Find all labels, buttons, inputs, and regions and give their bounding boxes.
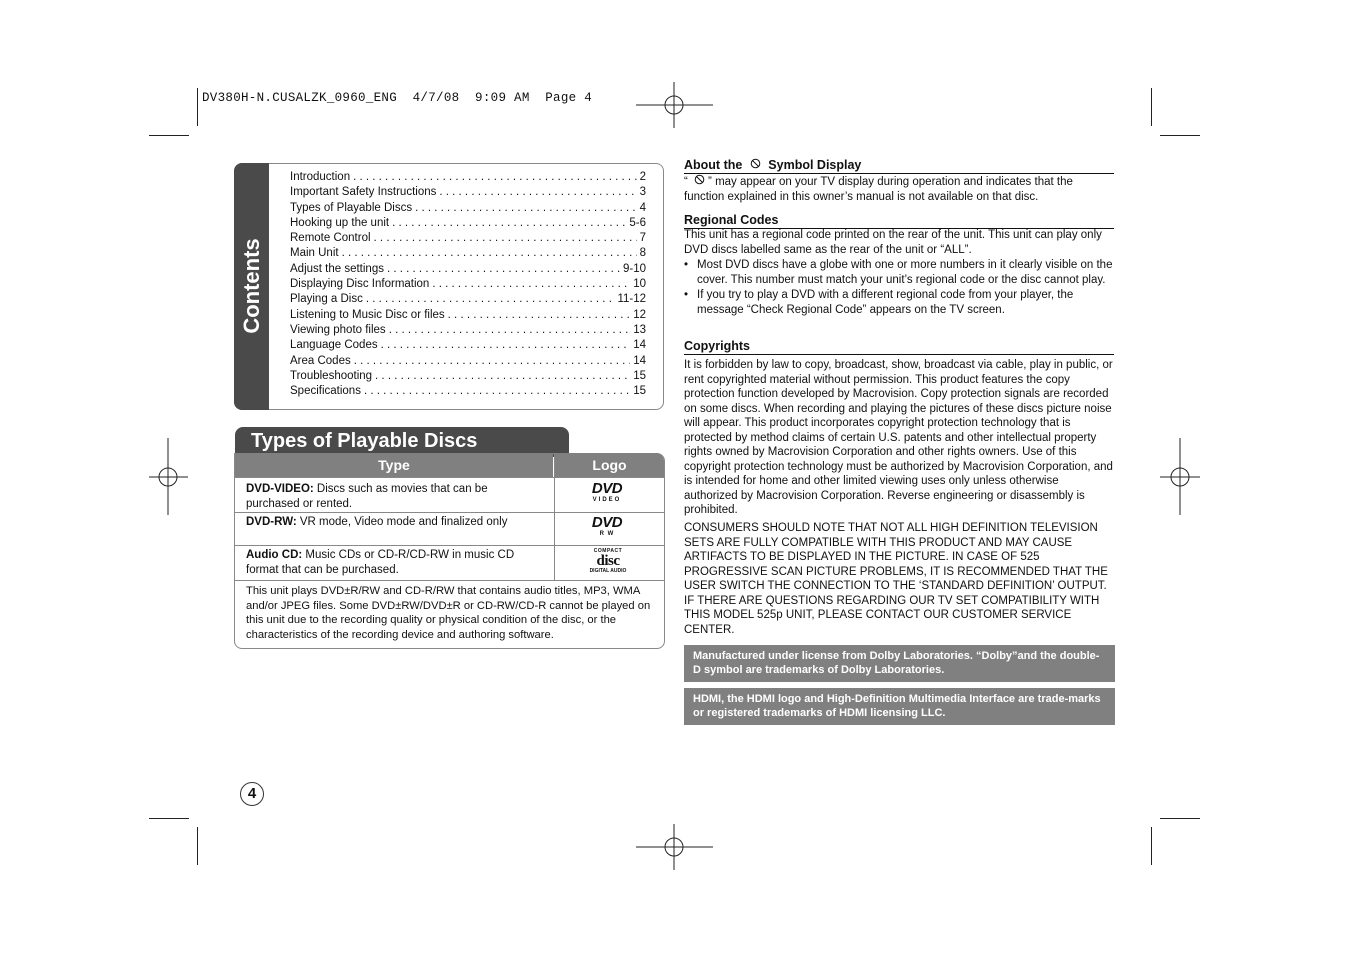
toc-item (290, 201, 646, 216)
toc-item-label: Playing a Disc (290, 293, 363, 306)
toc-item-label: Language Codes (290, 339, 378, 352)
toc-item-page: 8 (639, 247, 646, 260)
list-item: • If you try to play a DVD with a different regional code from your player, the message “Check Regional Code” appears on the TV screen. (684, 288, 1114, 317)
dvd-rw-logo-icon: DVD R W (591, 514, 623, 537)
toc-item-label: Viewing photo files (290, 323, 386, 336)
copyrights-heading: Copyrights (684, 339, 1114, 355)
toc-leader-dots (415, 201, 637, 216)
toc-item-page: 15 (633, 385, 646, 398)
toc-item-page: 13 (633, 323, 646, 336)
contents-title: Contents (239, 238, 264, 334)
hdmi-notice: HDMI, the HDMI logo and High-Definition Multimedia Interface are trade-marks or registered trademarks of HDMI licensing LLC. (684, 688, 1115, 725)
toc-item-page: 2 (639, 171, 646, 183)
prohibited-symbol-icon (694, 174, 705, 190)
dvd-video-logo-icon: DVD VIDEO (591, 480, 623, 503)
dolby-notice: Manufactured under license from Dolby Laboratories. “Dolby”and the double-D symbol are trademarks of Dolby Laboratories. (684, 645, 1115, 682)
toc-leader-dots (389, 323, 631, 338)
compact-disc-logo-icon: COMPACT disc DIGITAL AUDIO (589, 548, 627, 574)
table-row-dvd-rw: DVD-RW: VR mode, Video mode and finalized only (246, 516, 508, 528)
toc-item-label: Specifications (290, 385, 361, 398)
toc-item-label: Hooking up the unit (290, 216, 390, 229)
toc-leader-dots (387, 262, 620, 277)
toc-leader-dots (432, 277, 630, 292)
types-note: This unit plays DVD±R/RW and CD-R/RW that contains audio titles, MP3, WMA and/or JPEG files. Some DVD±RW/DVD±R or CD-RW/CD-R cannot be played on this unit due to the recording quality or physical condition of the disc, or the characteristics of the recording device and authoring software. (246, 585, 651, 641)
toc-item-page: 11-12 (617, 293, 646, 306)
toc-item-label: Displaying Disc Information (290, 278, 430, 291)
toc-item-page: 7 (639, 232, 646, 245)
toc-leader-dots (381, 338, 631, 353)
toc-item-page: 14 (633, 354, 646, 367)
about-symbol-heading: About the Symbol Display (684, 158, 1114, 174)
column-type-header: Type (235, 453, 553, 477)
toc-item-page: 14 (633, 339, 646, 352)
toc-leader-dots (342, 246, 637, 261)
consumer-notice-text: CONSUMERS SHOULD NOTE THAT NOT ALL HIGH DEFINITION TELEVISION SETS ARE FULLY COMPATIBLE WITH THIS PRODUCT AND MAY CAUSE ARTIFACTS TO BE DISPLAYED IN THE PICTURE. IN CASE OF 525 PROGRESSIVE SCAN PICTURE PROBLEMS, IT IS RECOMMENDED THAT THE USER SWITCH THE CONNECTION TO THE ‘STANDARD DEFINITION’ OUTPUT. IF THERE ARE QUESTIONS REGARDING OUR TV SET COMPATIBILITY WITH THIS MODEL 525p UNIT, PLEASE CONTACT OUR CUSTOMER SERVICE CENTER. (684, 522, 1108, 636)
toc-item-page: 3 (639, 186, 646, 199)
toc-item (290, 185, 646, 200)
table-of-contents (290, 170, 646, 399)
toc-item-page: 12 (633, 308, 646, 321)
types-title: Types of Playable Discs (251, 430, 478, 452)
toc-item (290, 292, 646, 307)
toc-item-page: 10 (633, 278, 646, 291)
toc-item (290, 231, 646, 246)
toc-item-label: Types of Playable Discs (290, 201, 413, 214)
toc-item-label: Listening to Music Disc or files (290, 308, 445, 321)
toc-item-page: 4 (639, 201, 646, 214)
copyrights-text: It is forbidden by law to copy, broadcast, show, broadcast via cable, play in public, or rent copyrighted material without permission. This product features the copy protection function developed by Macrovision. Copy protection signals are recorded on some discs. When recording and playing the pictures of these discs picture noise will appear. This product incorporates copyright protection technology that is protected by method claims of certain U.S. patents and other intellectual property rights owned by Macrovision Corporation and other rights owners. Use of this copyright protection technology must be authorized by Macrovision Corporation, and is intended for home and other limited viewing uses only unless otherwise authorized by Macrovision Corporation. Reverse engineering or disassembly is prohibited. (684, 359, 1113, 516)
prohibited-symbol-icon (750, 158, 761, 173)
column-logo-header: Logo (555, 453, 664, 477)
print-header: DV380H-N.CUSALZK_0960_ENG 4/7/08 9:09 AM Page 4 (202, 91, 593, 105)
toc-item-label: Remote Control (290, 232, 371, 245)
toc-item (290, 354, 646, 369)
table-row-dvd-video: DVD-VIDEO: Discs such as movies that can be purchased or rented. (246, 483, 488, 510)
toc-leader-dots (439, 185, 636, 200)
regional-codes-heading: Regional Codes (684, 213, 1114, 229)
toc-item (290, 246, 646, 261)
table-row-audio-cd: Audio CD: Music CDs or CD-R/CD-RW in music CD format that can be purchased. (246, 549, 515, 576)
toc-item-page: 9-10 (622, 262, 646, 275)
toc-leader-dots (364, 384, 630, 399)
toc-item-label: Adjust the settings (290, 262, 384, 275)
about-symbol-text: “ ” may appear on your TV display during operation and indicates that the function explained in this owner’s manual is not available on that disc. (684, 175, 1073, 203)
toc-leader-dots (375, 369, 630, 384)
page-number: 4 (240, 782, 264, 806)
toc-leader-dots (392, 216, 626, 231)
toc-leader-dots (354, 354, 630, 369)
toc-item (290, 308, 646, 323)
toc-leader-dots (374, 231, 637, 246)
toc-item-page: 5-6 (629, 216, 646, 229)
toc-item (290, 323, 646, 338)
regional-codes-text: This unit has a regional code printed on the rear of the unit. This unit can play only DVD discs labelled same as the rear of the unit or “ALL”. • Most DVD discs have a globe with one or more numbers in it clearly visible on the cover. This number must match your unit’s regional code or the disc cannot play. • If you try to play a DVD with a different regional code from your player, the message “Check Regional Code” appears on the TV screen. (684, 228, 1114, 317)
toc-item-label: Main Unit (290, 247, 339, 260)
toc-item (290, 170, 646, 185)
toc-leader-dots (366, 292, 615, 307)
list-item: • Most DVD discs have a globe with one or more numbers in it clearly visible on the cover. This number must match your unit’s regional code or the disc cannot play. (684, 258, 1114, 287)
toc-item-page: 15 (633, 369, 646, 382)
toc-item (290, 369, 646, 384)
toc-item (290, 216, 646, 231)
toc-item (290, 338, 646, 353)
toc-leader-dots (448, 308, 631, 323)
toc-item (290, 384, 646, 399)
toc-item (290, 277, 646, 292)
toc-item-label: Introduction (290, 171, 351, 183)
toc-item-label: Area Codes (290, 354, 351, 367)
toc-item-label: Important Safety Instructions (290, 186, 437, 199)
toc-item (290, 262, 646, 277)
toc-leader-dots (353, 170, 636, 185)
toc-item-label: Troubleshooting (290, 369, 373, 382)
